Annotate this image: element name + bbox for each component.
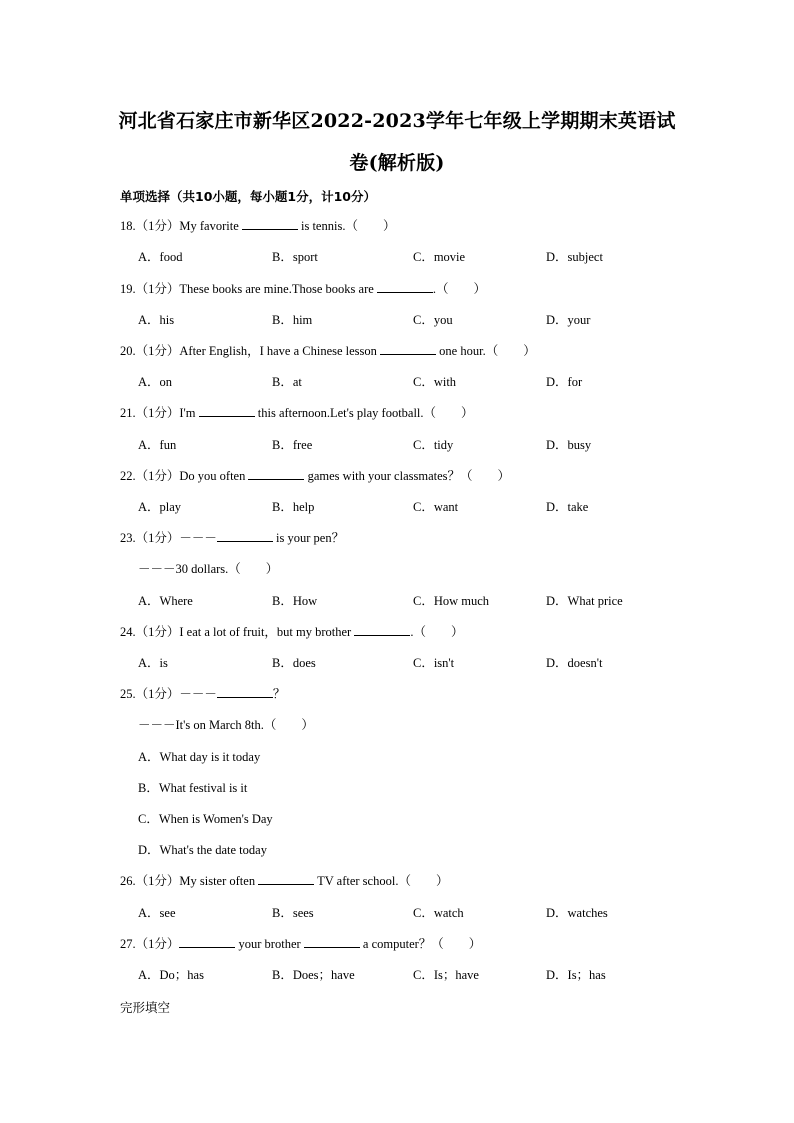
- question-21: 21.（1分）I'm this afternoon.Let's play football.（ ）: [120, 406, 474, 420]
- answer-blank: [199, 405, 255, 417]
- q21-option-c: C．tidy: [413, 438, 454, 452]
- q23-option-b: B．How: [272, 594, 318, 608]
- q21-option-a: A．fun: [138, 438, 177, 452]
- q18-option-b: B．sport: [272, 250, 318, 264]
- answer-blank: [304, 936, 360, 948]
- q24-option-c: C．isn't: [413, 656, 455, 670]
- section-heading-cloze: 完形填空: [120, 1000, 171, 1015]
- q23-option-d: D．What price: [546, 594, 623, 608]
- answer-blank: [242, 218, 298, 230]
- q26-option-d: D．watches: [546, 906, 608, 920]
- q18-option-a: A．food: [138, 250, 183, 264]
- q19-option-c: C．you: [413, 313, 453, 327]
- q19-option-b: B．him: [272, 313, 313, 327]
- question-26: 26.（1分）My sister often TV after school.（ ）: [120, 874, 449, 888]
- q26-option-c: C．watch: [413, 906, 464, 920]
- q27-option-b: B．Does；have: [272, 968, 355, 982]
- q27-option-d: D．Is；has: [546, 968, 606, 982]
- answer-blank: [179, 936, 235, 948]
- q22-option-d: D．take: [546, 500, 589, 514]
- answer-blank: [217, 686, 273, 698]
- q23-option-c: C．How much: [413, 594, 490, 608]
- q20-option-d: D．for: [546, 375, 583, 389]
- page-title-line-1: 河北省石家庄市新华区2022-2023学年七年级上学期期末英语试: [118, 110, 676, 132]
- answer-blank: [258, 873, 314, 885]
- q25-option-a: A．What day is it today: [138, 750, 261, 764]
- q26-option-b: B．sees: [272, 906, 314, 920]
- question-23: 23.（1分）－－－ is your pen？: [120, 531, 345, 545]
- question-24: 24.（1分）I eat a lot of fruit，but my brother .（ ）: [120, 625, 464, 639]
- answer-blank: [248, 468, 304, 480]
- answer-blank: [377, 281, 433, 293]
- q21-option-d: D．busy: [546, 438, 592, 452]
- section-heading-single-choice: 单项选择（共10小题，每小题1分，计10分）: [120, 189, 376, 204]
- q24-option-d: D．doesn't: [546, 656, 603, 670]
- q27-option-c: C．Is；have: [413, 968, 479, 982]
- q25-option-c: C．When is Women's Day: [138, 812, 273, 826]
- question-27: 27.（1分） your brother a computer？（ ）: [120, 937, 482, 951]
- q25-option-d: D．What's the date today: [138, 843, 267, 857]
- q25-option-b: B．What festival is it: [138, 781, 248, 795]
- question-20: 20.（1分）After English，I have a Chinese lesson one hour.（ ）: [120, 344, 536, 358]
- question-18: 18.（1分）My favorite is tennis.（ ）: [120, 219, 396, 233]
- question-22: 22.（1分）Do you often games with your classmates？（ ）: [120, 469, 511, 483]
- q20-option-a: A．on: [138, 375, 173, 389]
- question-23-dialogue-reply: －－－30 dollars.（ ）: [138, 562, 279, 576]
- q22-option-a: A．play: [138, 500, 182, 514]
- q20-option-c: C．with: [413, 375, 457, 389]
- q24-option-a: A．is: [138, 656, 168, 670]
- answer-blank: [380, 343, 436, 355]
- q23-option-a: A．Where: [138, 594, 193, 608]
- answer-blank: [354, 624, 410, 636]
- question-25-dialogue-reply: －－－It's on March 8th.（ ）: [138, 718, 314, 732]
- question-25: 25.（1分）－－－ ？: [120, 687, 286, 701]
- q24-option-b: B．does: [272, 656, 316, 670]
- q19-option-d: D．your: [546, 313, 591, 327]
- q20-option-b: B．at: [272, 375, 302, 389]
- q26-option-a: A．see: [138, 906, 176, 920]
- answer-blank: [217, 530, 273, 542]
- question-19: 19.（1分）These books are mine.Those books are .（ ）: [120, 282, 487, 296]
- page-title-line-2: 卷(解析版): [349, 152, 445, 174]
- q18-option-d: D．subject: [546, 250, 603, 264]
- q22-option-c: C．want: [413, 500, 459, 514]
- q22-option-b: B．help: [272, 500, 315, 514]
- q18-option-c: C．movie: [413, 250, 466, 264]
- q27-option-a: A．Do；has: [138, 968, 204, 982]
- q19-option-a: A．his: [138, 313, 175, 327]
- q21-option-b: B．free: [272, 438, 313, 452]
